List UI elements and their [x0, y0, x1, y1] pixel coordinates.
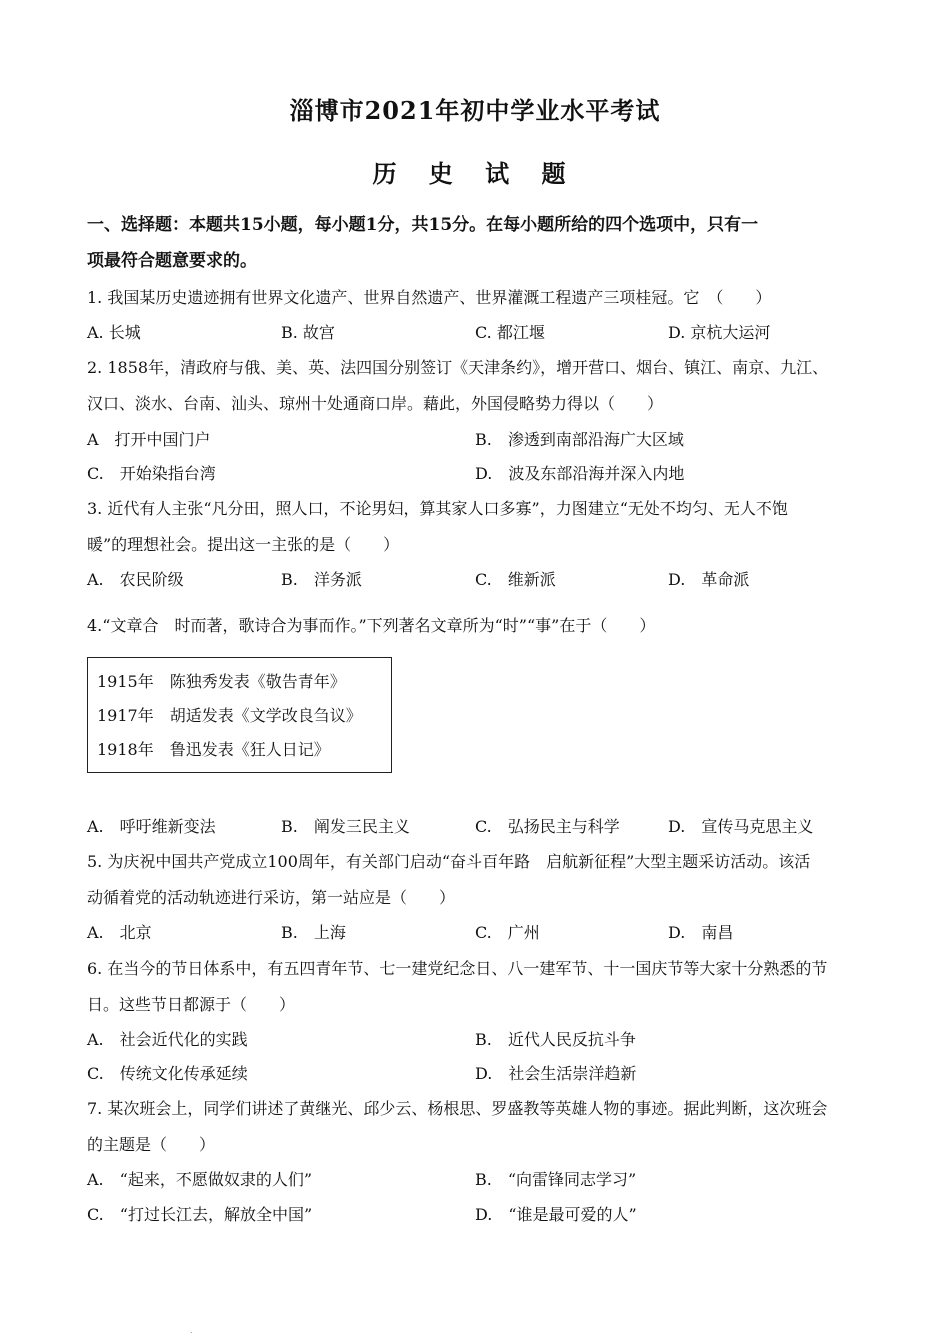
question-4-material-row-1: 1915年 陈独秀发表《敬告青年》: [97, 672, 346, 691]
question-1-option-d: D. 京杭大运河: [668, 323, 771, 342]
question-7-option-c: C. “打过长江去，解放全中国”: [87, 1205, 313, 1224]
question-4-option-d: D. 宣传马克思主义: [668, 817, 814, 836]
question-7-stem-line1: 7. 某次班会上，同学们讲述了黄继光、邱少云、杨根思、罗盛教等英雄人物的事迹。据此判断，这次班会: [87, 1099, 828, 1118]
question-5-stem-line2: 动循着党的活动轨迹进行采访，第一站应是（ ）: [87, 888, 456, 907]
question-5-option-c: C. 广州: [475, 923, 540, 942]
question-1-stem: 1. 我国某历史遗迹拥有世界文化遗产、世界自然遗产、世界灌溉工程遗产三项桂冠。它 （ ）: [87, 288, 772, 307]
exam-subtitle: 历 史 试 题: [372, 159, 578, 188]
footer-mark: .: [190, 1326, 193, 1335]
question-2-stem-line1: 2. 1858年，清政府与俄、美、英、法四国分别签订《天津条约》，增开营口、烟台、镇江、南京、九江、: [87, 358, 829, 377]
question-5-stem-line1: 5. 为庆祝中国共产党成立100周年，有关部门启动“奋斗百年路 启航新征程”大型主题采访活动。该活: [87, 852, 811, 871]
question-4-material-row-3: 1918年 鲁迅发表《狂人日记》: [97, 740, 330, 759]
question-6-stem-line2: 日。这些节日都源于（ ）: [87, 995, 296, 1014]
question-6-option-a: A. 社会近代化的实践: [87, 1030, 248, 1049]
question-7-option-a: A. “起来，不愿做奴隶的人们”: [87, 1170, 313, 1189]
question-3-stem-line2: 暖”的理想社会。提出这一主张的是（ ）: [87, 535, 400, 554]
question-3-option-b: B. 洋务派: [281, 570, 362, 589]
question-3-option-c: C. 维新派: [475, 570, 556, 589]
question-1-option-a: A. 长城: [87, 323, 141, 342]
question-7-stem-line2: 的主题是（ ）: [87, 1135, 216, 1154]
question-6-option-d: D. 社会生活崇洋趋新: [475, 1064, 637, 1083]
question-4-stem: 4.“文章合 时而著，歌诗合为事而作。”下列著名文章所为“时”“事”在于（ ）: [87, 616, 656, 635]
question-1-option-b: B. 故宫: [281, 323, 335, 342]
question-3-stem-line1: 3. 近代有人主张“凡分田，照人口，不论男妇，算其家人口多寡”，力图建立“无处不均匀、无人不饱: [87, 499, 788, 518]
question-4-option-a: A. 呼吁维新变法: [87, 817, 216, 836]
question-4-option-c: C. 弘扬民主与科学: [475, 817, 620, 836]
question-5-option-b: B. 上海: [281, 923, 346, 942]
exam-title: 淄博市2021年初中学业水平考试: [289, 96, 661, 125]
question-2-option-b: B. 渗透到南部沿海广大区域: [475, 430, 684, 449]
question-3-option-a: A. 农民阶级: [87, 570, 184, 589]
question-4-option-b: B. 阐发三民主义: [281, 817, 410, 836]
question-5-option-a: A. 北京: [87, 923, 152, 942]
question-5-option-d: D. 南昌: [668, 923, 734, 942]
question-6-stem-line1: 6. 在当今的节日体系中，有五四青年节、七一建党纪念日、八一建军节、十一国庆节等大家十分熟悉的节: [87, 959, 828, 978]
question-7-option-d: D. “谁是最可爱的人”: [475, 1205, 637, 1224]
question-1-option-c: C. 都江堰: [475, 323, 545, 342]
question-2-stem-line2: 汉口、淡水、台南、汕头、琼州十处通商口岸。藉此，外国侵略势力得以（ ）: [87, 394, 664, 413]
question-6-option-b: B. 近代人民反抗斗争: [475, 1030, 636, 1049]
question-2-option-c: C. 开始染指台湾: [87, 464, 216, 483]
question-3-option-d: D. 革命派: [668, 570, 750, 589]
section-heading-line2: 项最符合题意要求的。: [87, 251, 257, 271]
question-2-option-d: D. 波及东部沿海并深入内地: [475, 464, 685, 483]
question-6-option-c: C. 传统文化传承延续: [87, 1064, 248, 1083]
section-heading-line1: 一、选择题：本题共15小题，每小题1分，共15分。在每小题所给的四个选项中，只有一: [87, 215, 759, 235]
question-2-option-a: A 打开中国门户: [87, 430, 211, 449]
question-4-material-row-2: 1917年 胡适发表《文学改良刍议》: [97, 706, 362, 725]
question-7-option-b: B. “向雷锋同志学习”: [475, 1170, 637, 1189]
